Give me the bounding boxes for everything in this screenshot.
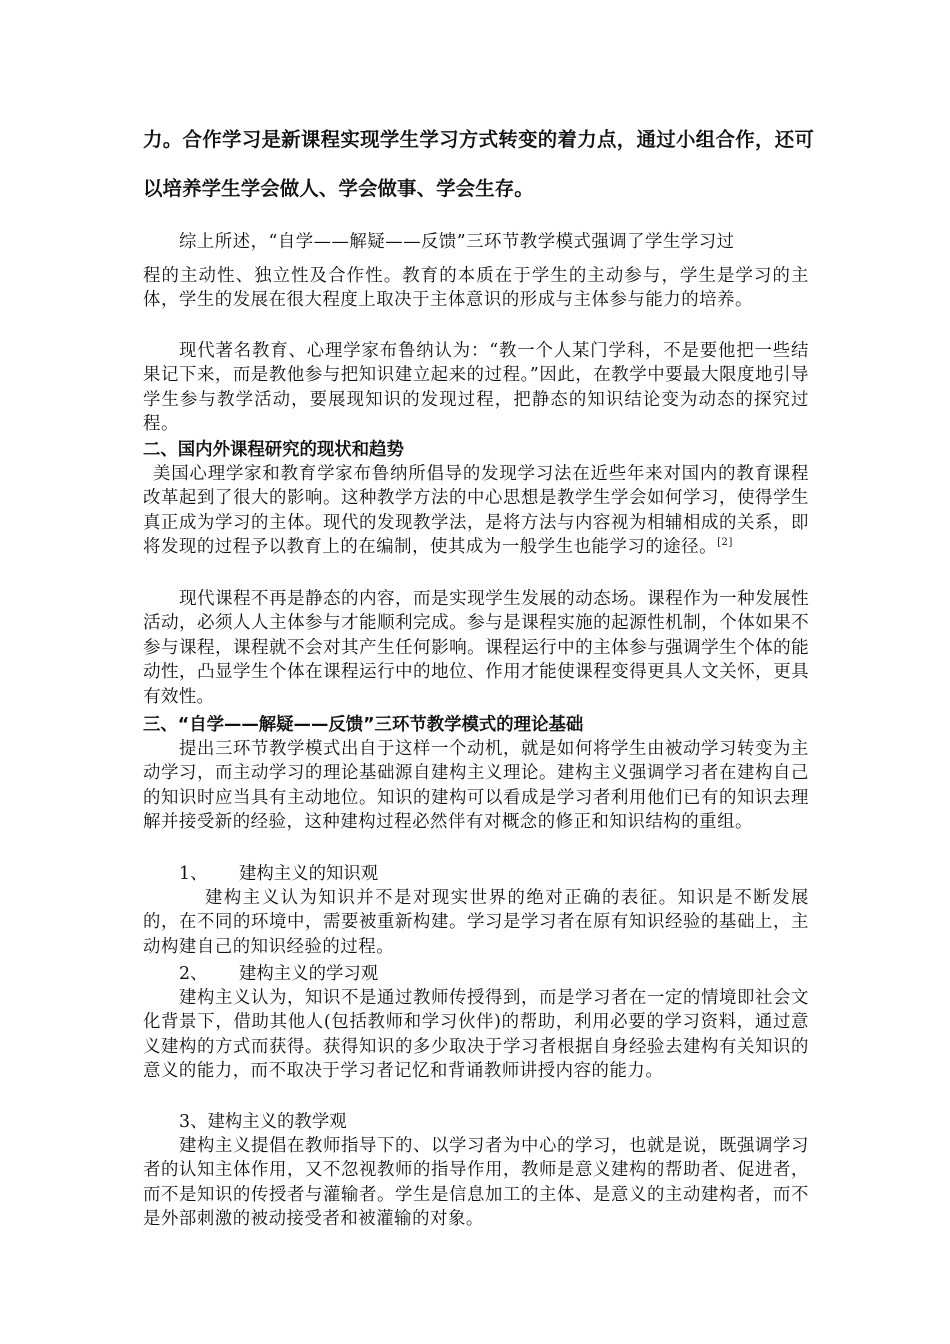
subsection-3-number: 3、 xyxy=(179,1112,208,1132)
subsection-3-paragraph: 建构主义提倡在教师指导下的、以学习者为中心的学习，也就是说，既强调学习者的认知主体作用，又不忽视教师的指导作用，教师是意义建构的帮助者、促进者，而不是知识的传授者与灌输者。学生是信息加工的主体、是意义的主动建构者，而不是外部刺激的被动接受者和被灌输的对象。 xyxy=(143,1136,809,1230)
subsection-1-number: 1、 xyxy=(179,864,208,884)
subsection-1-paragraph: 建构主义认为知识并不是对现实世界的绝对正确的表征。知识是不断发展的，在不同的环境中，需要被重新构建。学习是学习者在原有知识经验的基础上，主动构建自己的知识经验的过程。 xyxy=(143,888,809,957)
section-2-paragraph-2: 现代课程不再是静态的内容，而是实现学生发展的动态场。课程作为一种发展性活动，必须人人主体参与才能顺利完成。参与是课程实施的起源性机制，个体如果不参与课程，课程就不会对其产生任何影响。课程运行中的主体参与强调学生个体的能动性，凸显学生个体在课程运行中的地位、作用才能使课程变得更具人文关怀，更具有效性。 xyxy=(143,589,809,707)
section-3-paragraph: 提出三环节教学模式出自于这样一个动机，就是如何将学生由被动学习转变为主动学习，而主动学习的理论基础源自建构主义理论。建构主义强调学习者在建构自己的知识时应当具有主动地位。知识的建构可以看成是学习者利用他们已有的知识去理解并接受新的经验，这种建构过程必然伴有对概念的修正和知识结构的重组。 xyxy=(143,739,809,833)
subsection-2-paragraph: 建构主义认为，知识不是通过教师传授得到，而是学习者在一定的情境即社会文化背景下，借助其他人(包括教师和学习伙伴)的帮助，利用必要的学习资料，通过意义建构的方式而获得。获得知识的多少取决于学习者根据自身经验去建构有关知识的意义的能力，而不取决于学习者记忆和背诵教师讲授内容的能力。 xyxy=(143,988,809,1082)
summary-first-line: 综上所述，“自学——解疑——反馈”三环节教学模式强调了学生学习过 xyxy=(179,232,735,252)
subsection-2-heading xyxy=(143,962,378,986)
summary-paragraph: 程的主动性、独立性及合作性。教育的本质在于学生的主动参与，学生是学习的主体，学生的发展在很大程度上取决于主体意识的形成与主体参与能力的培养。 xyxy=(143,266,809,311)
subsection-2-title: 建构主义的学习观 xyxy=(239,964,379,984)
intro-line-1: 力。合作学习是新课程实现学生学习方式转变的着力点，通过小组合作，还可 xyxy=(143,128,815,151)
section-2-heading: 二、国内外课程研究的现状和趋势 xyxy=(143,440,404,460)
citation-ref: [2] xyxy=(717,537,733,549)
subsection-2-number: 2、 xyxy=(179,964,208,984)
subsection-1-title: 建构主义的知识观 xyxy=(239,864,379,884)
section-3-heading: 三、“自学——解疑——反馈”三环节教学模式的理论基础 xyxy=(143,715,584,735)
intro-line-2: 以培养学生学会做人、学会做事、学会生存。 xyxy=(143,177,534,200)
bruner-quote-paragraph: 现代著名教育、心理学家布鲁纳认为：“教一个人某门学科，不是要他把一些结果记下来，而是教他参与把知识建立起来的过程。”因此，在教学中要最大限度地引导学生参与教学活动，要展现知识的发现过程，把静态的知识结论变为动态的探究过程。 xyxy=(143,341,809,435)
subsection-3-title: 建构主义的教学观 xyxy=(207,1112,347,1132)
subsection-3-heading xyxy=(143,1110,347,1134)
section-2-text: 美国心理学家和教育学家布鲁纳所倡导的发现学习法在近些年来对国内的教育课程改革起到了很大的影响。这种教学方法的中心思想是教学生学会如何学习，使得学生真正成为学习的主体。现代的发现教学法，是将方法与内容视为相辅相成的关系，即将发现的过程予以教育上的在编制，使其成为一般学生也能学习的途径。 xyxy=(143,464,809,558)
section-2-paragraph xyxy=(143,462,809,560)
subsection-1-heading xyxy=(143,862,378,886)
